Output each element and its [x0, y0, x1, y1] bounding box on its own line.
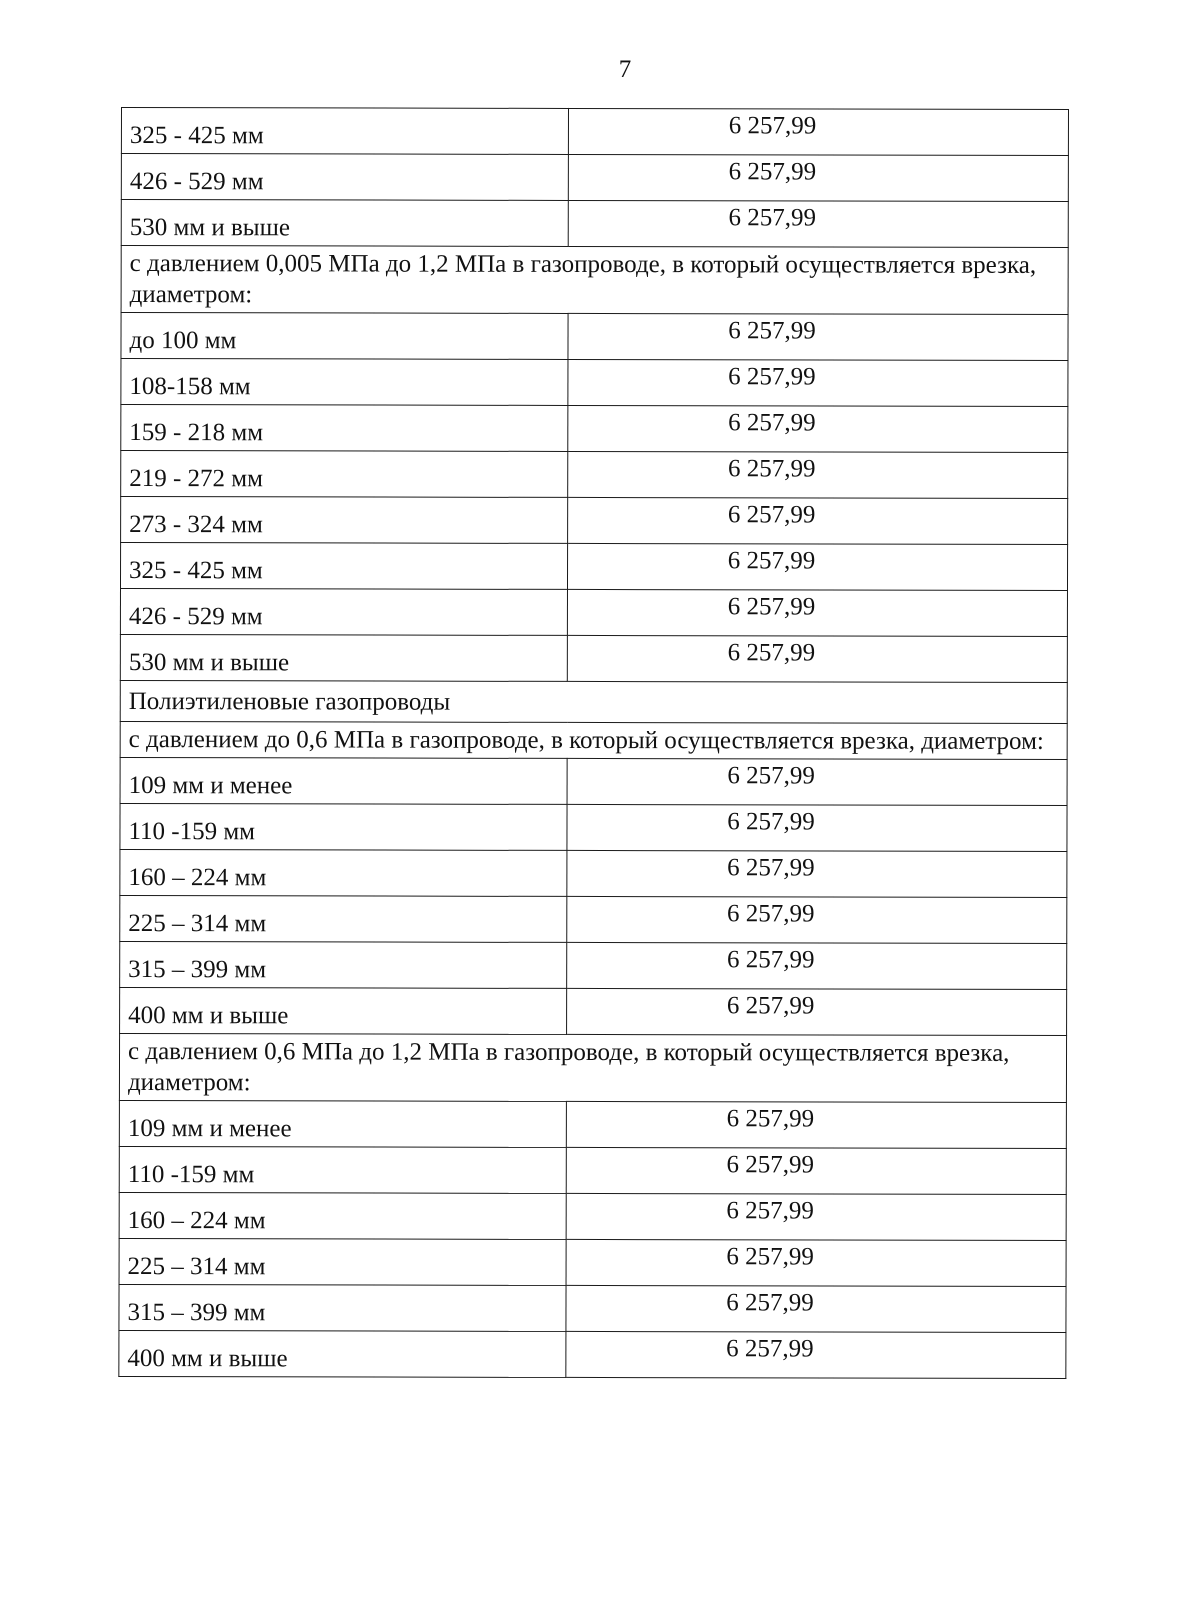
diameter-label: 400 мм и выше	[120, 987, 567, 1034]
price-value: 6 257,99	[566, 1147, 1066, 1194]
table-row	[120, 941, 1067, 989]
table-row	[119, 1284, 1066, 1332]
table-row	[120, 987, 1067, 1035]
diameter-label: до 100 мм	[121, 313, 568, 360]
price-value: 6 257,99	[568, 451, 1068, 498]
diameter-label: 219 - 272 мм	[121, 451, 568, 498]
table-row	[121, 359, 1068, 407]
diameter-label: 426 - 529 мм	[121, 154, 568, 201]
diameter-label: 225 – 314 мм	[119, 1238, 566, 1285]
price-value: 6 257,99	[567, 543, 1067, 590]
table-row	[121, 200, 1068, 248]
price-value: 6 257,99	[566, 1331, 1066, 1378]
section-row	[119, 1033, 1066, 1102]
table-row	[120, 803, 1067, 851]
section-row	[120, 721, 1067, 759]
price-value: 6 257,99	[566, 1193, 1066, 1240]
table-row	[120, 589, 1067, 637]
price-value: 6 257,99	[568, 313, 1068, 360]
price-value: 6 257,99	[567, 758, 1067, 805]
table-row	[121, 313, 1068, 361]
table-row	[119, 1192, 1066, 1240]
price-value: 6 257,99	[567, 635, 1067, 682]
price-value: 6 257,99	[568, 154, 1068, 201]
diameter-label: 315 – 399 мм	[120, 941, 567, 988]
price-value: 6 257,99	[568, 359, 1068, 406]
diameter-label: 426 - 529 мм	[120, 589, 567, 636]
price-value: 6 257,99	[567, 896, 1067, 943]
price-value: 6 257,99	[568, 108, 1068, 155]
table-row	[120, 895, 1067, 943]
section-heading: с давлением 0,6 МПа до 1,2 МПа в газопроводе, в который осуществляется врезка, диаметром:	[119, 1033, 1066, 1102]
diameter-label: 160 – 224 мм	[119, 1192, 566, 1239]
diameter-label: 273 - 324 мм	[121, 497, 568, 544]
diameter-label: 108-158 мм	[121, 359, 568, 406]
table-row	[120, 543, 1067, 591]
diameter-label: 160 – 224 мм	[120, 849, 567, 896]
table-row	[119, 1100, 1066, 1148]
diameter-label: 109 мм и менее	[119, 1100, 566, 1147]
price-value: 6 257,99	[567, 942, 1067, 989]
diameter-label: 530 мм и выше	[121, 200, 568, 247]
section-heading: с давлением 0,005 МПа до 1,2 МПа в газопроводе, в который осуществляется врезка, диаметром:	[121, 246, 1068, 315]
section-row	[120, 680, 1067, 723]
table-row	[121, 154, 1068, 202]
tariff-table-body	[119, 108, 1069, 1379]
tariff-table	[118, 107, 1069, 1379]
section-heading: Полиэтиленовые газопроводы	[120, 680, 1067, 723]
section-heading: с давлением до 0,6 МПа в газопроводе, в который осуществляется врезка, диаметром:	[120, 721, 1067, 759]
table-row	[121, 451, 1068, 499]
diameter-label: 315 – 399 мм	[119, 1284, 566, 1331]
table-row	[120, 634, 1067, 682]
diameter-label: 110 -159 мм	[119, 1146, 566, 1193]
price-value: 6 257,99	[566, 1285, 1066, 1332]
diameter-label: 325 - 425 мм	[120, 543, 567, 590]
table-row	[121, 108, 1068, 156]
diameter-label: 225 – 314 мм	[120, 895, 567, 942]
price-value: 6 257,99	[567, 988, 1067, 1035]
diameter-label: 109 мм и менее	[120, 757, 567, 804]
table-row	[119, 1146, 1066, 1194]
diameter-label: 325 - 425 мм	[121, 108, 568, 155]
table-row	[120, 757, 1067, 805]
diameter-label: 530 мм и выше	[120, 634, 567, 681]
table-row	[119, 1330, 1066, 1378]
price-value: 6 257,99	[568, 200, 1068, 247]
price-value: 6 257,99	[568, 497, 1068, 544]
diameter-label: 159 - 218 мм	[121, 405, 568, 452]
diameter-label: 110 -159 мм	[120, 803, 567, 850]
table-row	[120, 849, 1067, 897]
page-number: 7	[618, 56, 632, 83]
diameter-label: 400 мм и выше	[119, 1330, 566, 1377]
price-value: 6 257,99	[567, 850, 1067, 897]
table-row	[119, 1238, 1066, 1286]
price-value: 6 257,99	[568, 405, 1068, 452]
table-row	[121, 405, 1068, 453]
price-value: 6 257,99	[567, 589, 1067, 636]
price-value: 6 257,99	[567, 804, 1067, 851]
section-row	[121, 246, 1068, 315]
table-row	[121, 497, 1068, 545]
price-value: 6 257,99	[566, 1101, 1066, 1148]
price-value: 6 257,99	[566, 1239, 1066, 1286]
